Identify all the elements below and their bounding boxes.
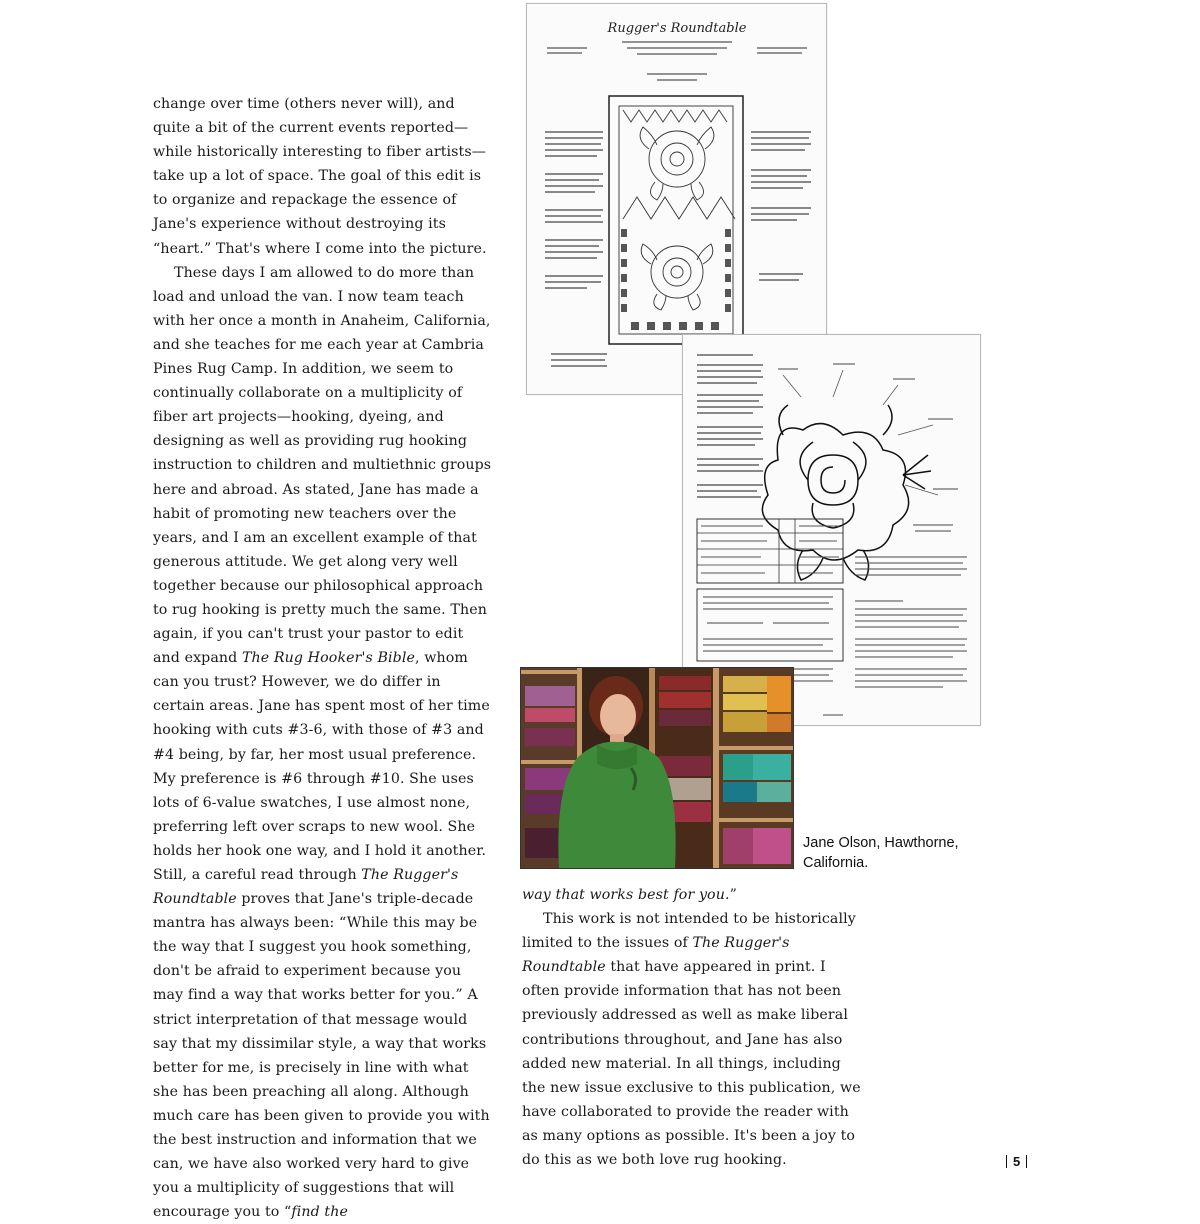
caption-line-2: California. — [803, 855, 869, 871]
book-title-roundtable: The Rugger's Roundtable — [153, 867, 459, 908]
page-number-value: 5 — [1013, 1154, 1021, 1169]
continued-quote — [522, 883, 862, 907]
photo-drawing — [521, 668, 793, 868]
paragraph-3-part-a: This work is not intended to be historically limited to the issues of — [522, 911, 856, 952]
paragraph-1: change over time (others never will), and quite a bit of the current events reported—while historically interesting to fiber artists—take up a lot of space. The goal of this edit is to organize and repackage the essence of Jane's experience without destroying its “heart.” That's where I come into the picture. — [153, 96, 487, 257]
continued-quote-italic: way that works best for you. — [522, 887, 730, 903]
paragraph-2-part-c: proves that Jane's triple-decade mantra has always been: “While this may be the way that I suggest you hook something, don't be afraid to experiment because you may find a way that works better for you.” A strict interpretation of that message would say that my dissimilar style, a way that works better for me, is precisely in line with what she has been preaching all along. Although much care has been given to provide you with the best instruction and information that we can, we have also worked very hard to give you a multiplicity of suggestions that will encourage you to “ — [153, 891, 490, 1221]
newsletter-masthead: Rugger's Roundtable — [607, 21, 747, 36]
continued-quote-close: ” — [729, 887, 737, 903]
caption-line-1: Jane Olson, Hawthorne, — [803, 835, 959, 851]
paragraph-2-part-b: , whom can you trust? However, we do differ in certain areas. Jane has spent most of her time hooking with cuts #3-6, with those of #3 and #4 being, by far, her most usual preference. My preference is #6 through #10. She uses lots of 6-value swatches, I use almost none, preferring left over scraps to new wool. She holds her hook one way, and I hold it another. Still, a careful read through — [153, 650, 490, 883]
page-number-bar-left — [1006, 1155, 1007, 1168]
quote-italic-end: find the — [291, 1204, 348, 1221]
paragraph-3-part-b: that have appeared in print. I often provide information that has not been previously addressed as well as make liberal contributions throughout, and Jane has also added new material. In all things, including the new issue exclusive to this publication, we have collaborated to provide the reader with as many options as possible. It's been a joy to do this as we both love rug hooking. — [522, 959, 861, 1169]
paragraph-3 — [522, 907, 862, 1172]
page-number — [1000, 1154, 1033, 1169]
page-number-bar-right — [1026, 1155, 1027, 1168]
photo-jane-olson — [520, 667, 794, 869]
photo-caption — [803, 833, 983, 873]
right-text-column — [522, 883, 862, 1172]
book-title-roundtable-2: The Rugger's Roundtable — [522, 935, 790, 976]
paragraph-2 — [153, 261, 493, 1224]
paragraph-2-part-a: These days I am allowed to do more than load and unload the van. I now team teach with her once a month in Anaheim, California, and she teaches for me each year at Cambria Pines Rug Camp. In addition, we seem to continually collaborate on a multiplicity of fiber art projects—hooking, dyeing, and designing as well as providing rug hooking instruction to children and multiethnic groups here and abroad. As stated, Jane has made a habit of promoting new teachers over the years, and I am an excellent example of that generous attitude. We get along very well together because our philosophical approach to rug hooking is pretty much the same. Then again, if you can't trust your pastor to edit and expand — [153, 264, 492, 667]
left-text-column — [153, 92, 493, 1224]
book-title-bible: The Rug Hooker's Bible — [241, 650, 415, 667]
